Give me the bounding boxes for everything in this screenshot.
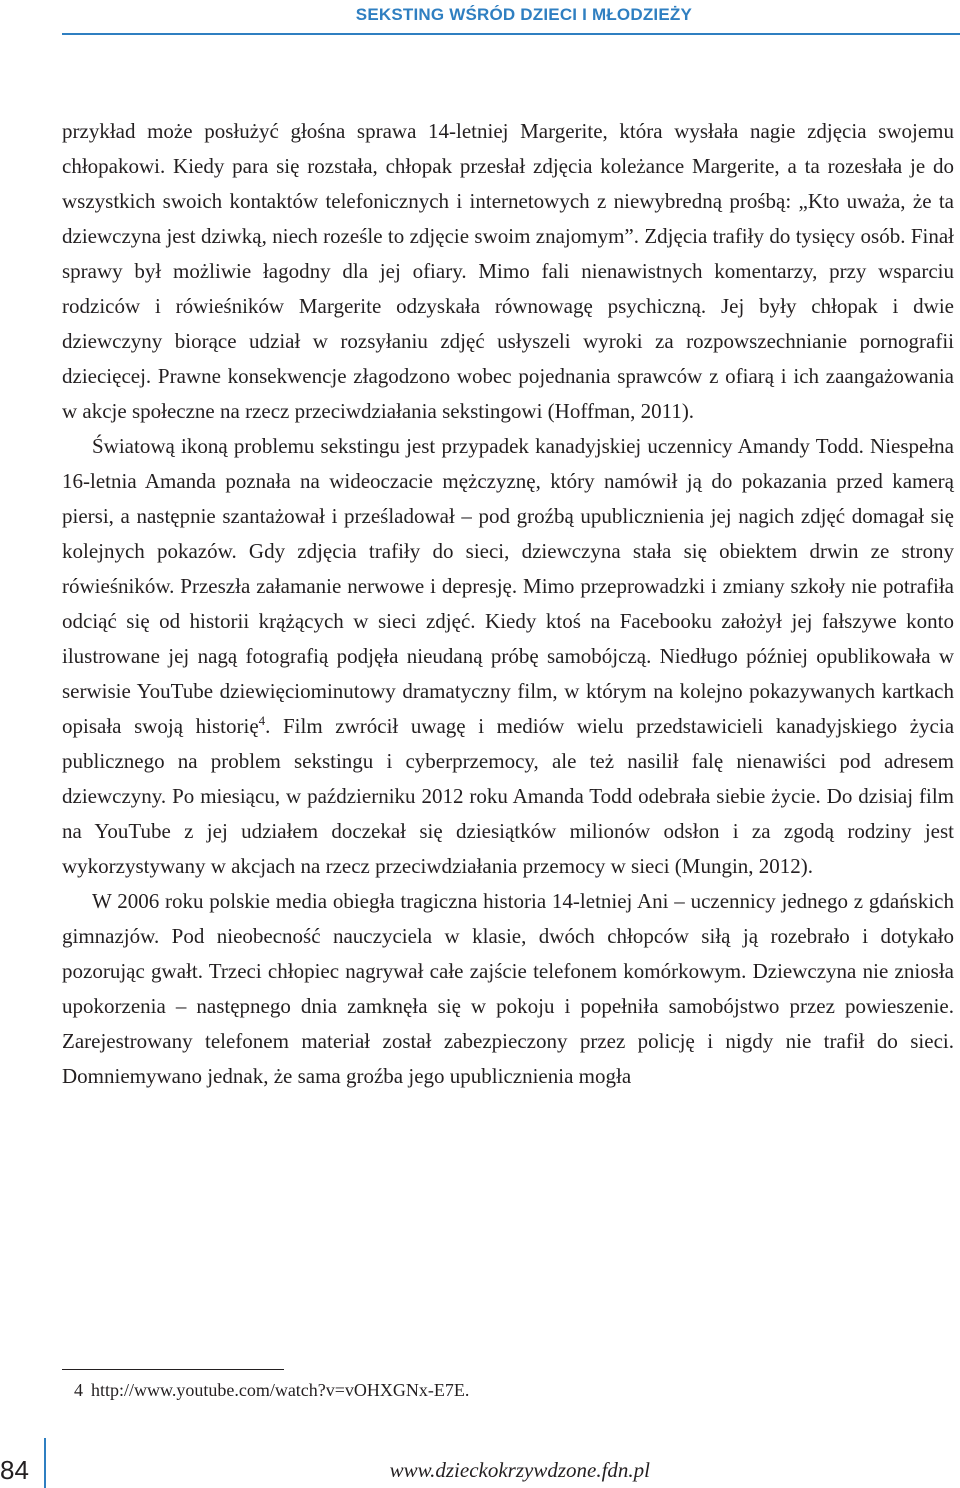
header-title: SEKSTING WŚRÓD DZIECI I MŁODZIEŻY [355,5,692,24]
footnote-link[interactable]: http://www.youtube.com/watch?v=vOHXGNx-E7E. [91,1380,470,1400]
paragraph-1-text: przykład może posłużyć głośna sprawa 14-letniej Margerite, która wysłała nagie zdjęcia swojemu chłopakowi. Kiedy para się rozstała, chłopak przesłał zdjęcia koleżance Margerite, a ta rozesłała je do wszystkich swoich kontaktów telefonicznych i internetowych z niewybredną prośbą: „Kto uważa, że ta dziewczyna jest dziwką, niech roześle to zdjęcie swoim znajomym”. Zdjęcia trafiły do tysięcy osób. Finał sprawy był możliwie łagodny dla jej ofiary. Mimo fali nienawistnych komentarzy, przy wsparciu rodziców i rówieśników Margerite odzyskała równowagę psychiczną. Jej były chłopak i dwie dziewczyny biorące udział w rozsyłaniu zdjęć usłyszeli wyroki za rozpowszechnianie pornografii dziecięcej. Prawne konsekwencje złagodzono wobec pojednania sprawców z ofiarą i ich zaangażowania w akcje społeczne na rzecz przeciwdziałania sekstingowi (Hoffman, 2011). [62,119,954,423]
body-text [62,114,954,1094]
running-header [0,0,960,34]
footnote-separator [62,1369,284,1370]
page-number: 84 [0,1455,29,1485]
paragraph-3-text: W 2006 roku polskie media obiegła tragiczna historia 14-letniej Ani – uczennicy jednego z gdańskich gimnazjów. Pod nieobecność nauczyciela w klasie, dwóch chłopców siłą ją rozebrało i dotykało pozorując gwałt. Trzeci chłopiec nagrywał całe zajście telefonem komórkowym. Dziewczyna nie zniosła upokorzenia – następnego dnia zamknęła się w pokoju i popełniła samobójstwo przez powieszenie. Zarejestrowany telefonem materiał został zabezpieczony przez policję i nigdy nie trafił do sieci. Domniemywano jednak, że sama groźba jego upublicznienia mogła [62,889,954,1088]
footnote [74,1379,469,1401]
footnote-reference[interactable]: 4 [258,713,266,728]
paragraph-2-text: Światową ikoną problemu sekstingu jest przypadek kanadyjskiej uczennicy Amandy Todd. Niespełna 16-letnia Amanda poznała na wideoczacie mężczyznę, który namówił ją do pokazania przed kamerą piersi, a następnie szantażował i prześladował – pod groźbą upublicznienia jej nagich zdjęć domagał się kolejnych pokazów. Gdy zdjęcia trafiły do sieci, dziewczyna stała się obiektem drwin ze strony rówieśników. Przeszła załamanie nerwowe i depresję. Mimo przeprowadzki i zmiany szkoły nie potrafiła odciąć się od historii krążących w sieci zdjęć. Kiedy ktoś na Facebooku założył jej fałszywe konto ilustrowane jej nagą fotografią podjęła nieudaną próbę samobójczą. Niedługo później opublikowała w serwisie YouTube dziewięciominutowy dramatyczny film, w którym na kolejno pokazywanych kartkach opisała swoją historię [62,434,954,738]
header-rule [62,33,960,35]
footer-url[interactable]: www.dzieckokrzywdzone.fdn.pl [389,1458,650,1482]
paragraph-3 [62,884,954,1094]
paragraph-1 [62,114,954,429]
paragraph-2 [62,429,954,884]
paragraph-2-text-continued: . Film zwrócił uwagę i mediów wielu przedstawicieli kanadyjskiego życia publicznego na problem sekstingu i cyberprzemocy, ale też nasilił falę nienawiści pod adresem dziewczyny. Po miesiącu, w październiku 2012 roku Amanda Todd odebrała siebie życie. Do dzisiaj film na YouTube z jej udziałem doczekał się dziesiątków milionów odsłon i za zgodą rodziny jest wykorzystywany w akcjach na rzecz przeciwdziałania przemocy w sieci (Mungin, 2012). [62,714,955,878]
footnote-number: 4 [74,1380,83,1400]
